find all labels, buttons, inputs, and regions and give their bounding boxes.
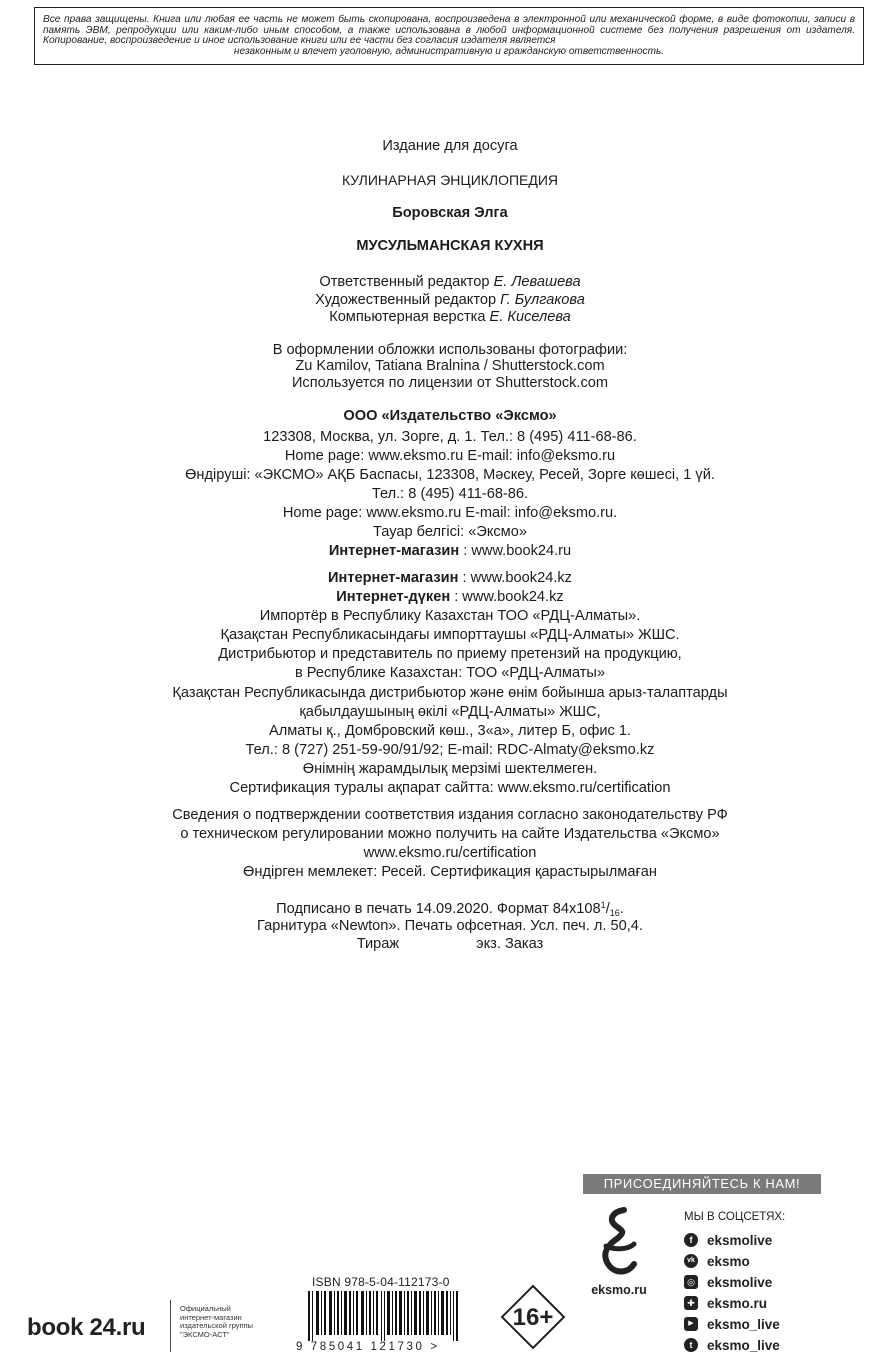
print-info-line: Гарнитура «Newton». Печать офсетная. Усл. печ. л. 50,4. bbox=[257, 918, 643, 934]
publisher-line: Home page: www.eksmo.ru E-mail: info@eksmo.ru bbox=[284, 448, 616, 464]
print-info-line: Подписано в печать 14.09.2020. Формат $84х108^1/_{16}$. bbox=[276, 900, 624, 918]
credit-line bbox=[0, 309, 872, 325]
age-rating-text: 16+ bbox=[512, 1304, 554, 1331]
social-item-facebook[interactable] bbox=[684, 1231, 772, 1249]
kz-line: Қазақстан Республикасындағы импорттаушы «РДЦ-Алматы» ЖШС. bbox=[220, 627, 680, 643]
shop-line bbox=[0, 570, 872, 586]
credit-role: Ответственный редактор bbox=[319, 274, 490, 290]
kz-line: Өнімнің жарамдылық мерзімі шектелмеген. bbox=[302, 761, 598, 777]
series-name: КУЛИНАРНАЯ ЭНЦИКЛОПЕДИЯ bbox=[341, 172, 559, 188]
credit-role: Художественный редактор bbox=[315, 292, 497, 308]
kz-line: Импортёр в Республику Казахстан ТОО «РДЦ-Алматы». bbox=[259, 608, 641, 624]
credit-person: Г. Булгакова bbox=[500, 292, 585, 308]
social-label: eksmo_live bbox=[707, 1316, 780, 1332]
cert-line: Сведения о подтверждении соответствия издания согласно законодательству РФ bbox=[172, 807, 728, 823]
shop-line bbox=[0, 589, 872, 605]
social-label: eksmolive bbox=[707, 1274, 773, 1290]
official-line: издательской группы bbox=[180, 1321, 254, 1330]
publisher-line: Тауар белгісі: «Эксмо» bbox=[373, 524, 527, 540]
shop-url: : www.book24.kz bbox=[450, 589, 564, 605]
twitter-icon: t bbox=[684, 1338, 698, 1352]
social-item-twitter[interactable] bbox=[684, 1336, 780, 1354]
shop-url: : www.book24.kz bbox=[458, 570, 572, 586]
cert-line: www.eksmo.ru/certification bbox=[363, 845, 537, 861]
kz-line: Сертификация туралы ақпарат сайтта: www.eksmo.ru/certification bbox=[229, 780, 671, 796]
social-item-youtube[interactable] bbox=[684, 1315, 780, 1333]
facebook-icon: f bbox=[684, 1233, 698, 1247]
cover-credit-line: Zu Kamilov, Tatiana Bralnina / Shutterstock.com bbox=[295, 358, 605, 374]
publisher-line: Өндіруші: «ЭКСМО» АҚБ Баспасы, 123308, Мәскеу, Ресей, Зорге көшесі, 1 үй. bbox=[185, 467, 715, 483]
social-item-instagram[interactable] bbox=[684, 1273, 772, 1291]
format-denominator: 16 bbox=[609, 908, 620, 918]
book-title: МУСУЛЬМАНСКАЯ КУХНЯ bbox=[356, 238, 544, 254]
shop-label: Интернет-дүкен bbox=[336, 589, 451, 605]
social-title: МЫ В СОЦСЕТЯХ: bbox=[684, 1211, 786, 1223]
kz-line: Дистрибьютор и представитель по приему претензий на продукцию, bbox=[218, 646, 682, 662]
credit-line bbox=[0, 274, 872, 290]
cert-line: о техническом регулировании можно получить на сайте Издательства «Эксмо» bbox=[180, 826, 720, 842]
credit-person: Е. Киселева bbox=[489, 309, 571, 325]
social-label: eksmo bbox=[707, 1253, 750, 1269]
print-signed-end: . bbox=[619, 901, 624, 917]
eksmo-logo-icon bbox=[594, 1206, 644, 1278]
publisher-name: ООО «Издательство «Эксмо» bbox=[343, 408, 557, 424]
edition-type: Издание для досуга bbox=[382, 138, 518, 154]
shop-label: Интернет-магазин bbox=[328, 543, 460, 559]
credit-line bbox=[0, 292, 872, 308]
rights-notice bbox=[34, 7, 864, 65]
instagram-icon: ◎ bbox=[684, 1275, 698, 1289]
official-line: "ЭКСМО-АСТ" bbox=[180, 1329, 230, 1339]
social-label: eksmolive bbox=[707, 1232, 773, 1248]
print-info-line: Тираж экз. Заказ bbox=[356, 936, 544, 952]
cert-line: Өндірген мемлекет: Ресей. Сертификация қарастырылмаған bbox=[243, 864, 657, 880]
rights-notice-body: Все права защищены. Книга или любая ее часть не может быть скопирована, воспроизведена в электронной или механической форме, в виде фотокопии, записи в память ЭВМ, репродукции или каким-либо иным способом, а также использована в любой информационной системе без получения разрешения от издателя. Копирование, воспроизведение и иное использование книги или ее части без согласия издателя является bbox=[43, 14, 855, 47]
barcode-image bbox=[306, 1291, 466, 1341]
isbn-number: ISBN 978-5-04-112173-0 bbox=[312, 1275, 450, 1289]
credit-role: Компьютерная верстка bbox=[329, 309, 486, 325]
youtube-icon: ▶ bbox=[684, 1317, 698, 1331]
eksmo-site-link[interactable]: eksmo.ru bbox=[591, 1283, 647, 1297]
social-item-eksmo-ru[interactable] bbox=[684, 1294, 767, 1312]
print-signed: Подписано в печать 14.09.2020. Формат 84х108 bbox=[276, 901, 601, 917]
shop-line bbox=[0, 543, 872, 559]
eksmo-ru-icon: ✚ bbox=[684, 1296, 698, 1310]
publisher-line: Тел.: 8 (495) 411-68-86. bbox=[371, 486, 529, 502]
kz-line: Қазақстан Республикасында дистрибьютор және өнім бойынша арыз-талаптарды bbox=[172, 685, 728, 701]
official-store-note bbox=[180, 1305, 253, 1339]
shop-url: : www.book24.ru bbox=[459, 543, 572, 559]
social-item-vk[interactable] bbox=[684, 1252, 750, 1270]
join-us-banner: ПРИСОЕДИНЯЙТЕСЬ К НАМ! bbox=[583, 1174, 821, 1194]
social-label: eksmo.ru bbox=[707, 1295, 768, 1311]
logo-divider bbox=[170, 1300, 171, 1352]
cover-credit-line: Используется по лицензии от Shutterstock.com bbox=[291, 375, 609, 391]
official-line: интернет-магазин bbox=[180, 1312, 242, 1322]
vk-icon: vk bbox=[684, 1254, 698, 1268]
author-name: Боровская Элга bbox=[392, 205, 508, 221]
kz-line: қабылдаушының өкілі «РДЦ-Алматы» ЖШС, bbox=[299, 704, 601, 720]
format-numerator: 1 bbox=[600, 900, 606, 910]
publisher-line: 123308, Москва, ул. Зорге, д. 1. Тел.: 8 (495) 411-68-86. bbox=[263, 429, 637, 445]
credit-person: Е. Левашева bbox=[493, 274, 581, 290]
kz-line: Тел.: 8 (727) 251-59-90/91/92; E-mail: RDC-Almaty@eksmo.kz bbox=[245, 742, 655, 758]
publisher-line: Home page: www.eksmo.ru E-mail: info@eksmo.ru. bbox=[282, 505, 618, 521]
shop-label: Интернет-магазин bbox=[328, 570, 459, 586]
official-line: Официальный bbox=[180, 1304, 231, 1313]
rights-notice-last-line: незаконным и влечет уголовную, административную и гражданскую ответственность. bbox=[233, 45, 665, 57]
kz-line: в Республике Казахстан: ТОО «РДЦ-Алматы» bbox=[294, 665, 606, 681]
cover-credit-line: В оформлении обложки использованы фотографии: bbox=[272, 342, 628, 358]
barcode-digits: 9 785041 121730 > bbox=[296, 1341, 440, 1353]
book24-logo: book 24.ru bbox=[27, 1314, 146, 1341]
kz-line: Алматы қ., Домбровский көш., 3«а», литер Б, офис 1. bbox=[268, 723, 631, 739]
social-label: eksmo_live bbox=[707, 1337, 780, 1353]
age-rating-badge bbox=[500, 1284, 566, 1350]
